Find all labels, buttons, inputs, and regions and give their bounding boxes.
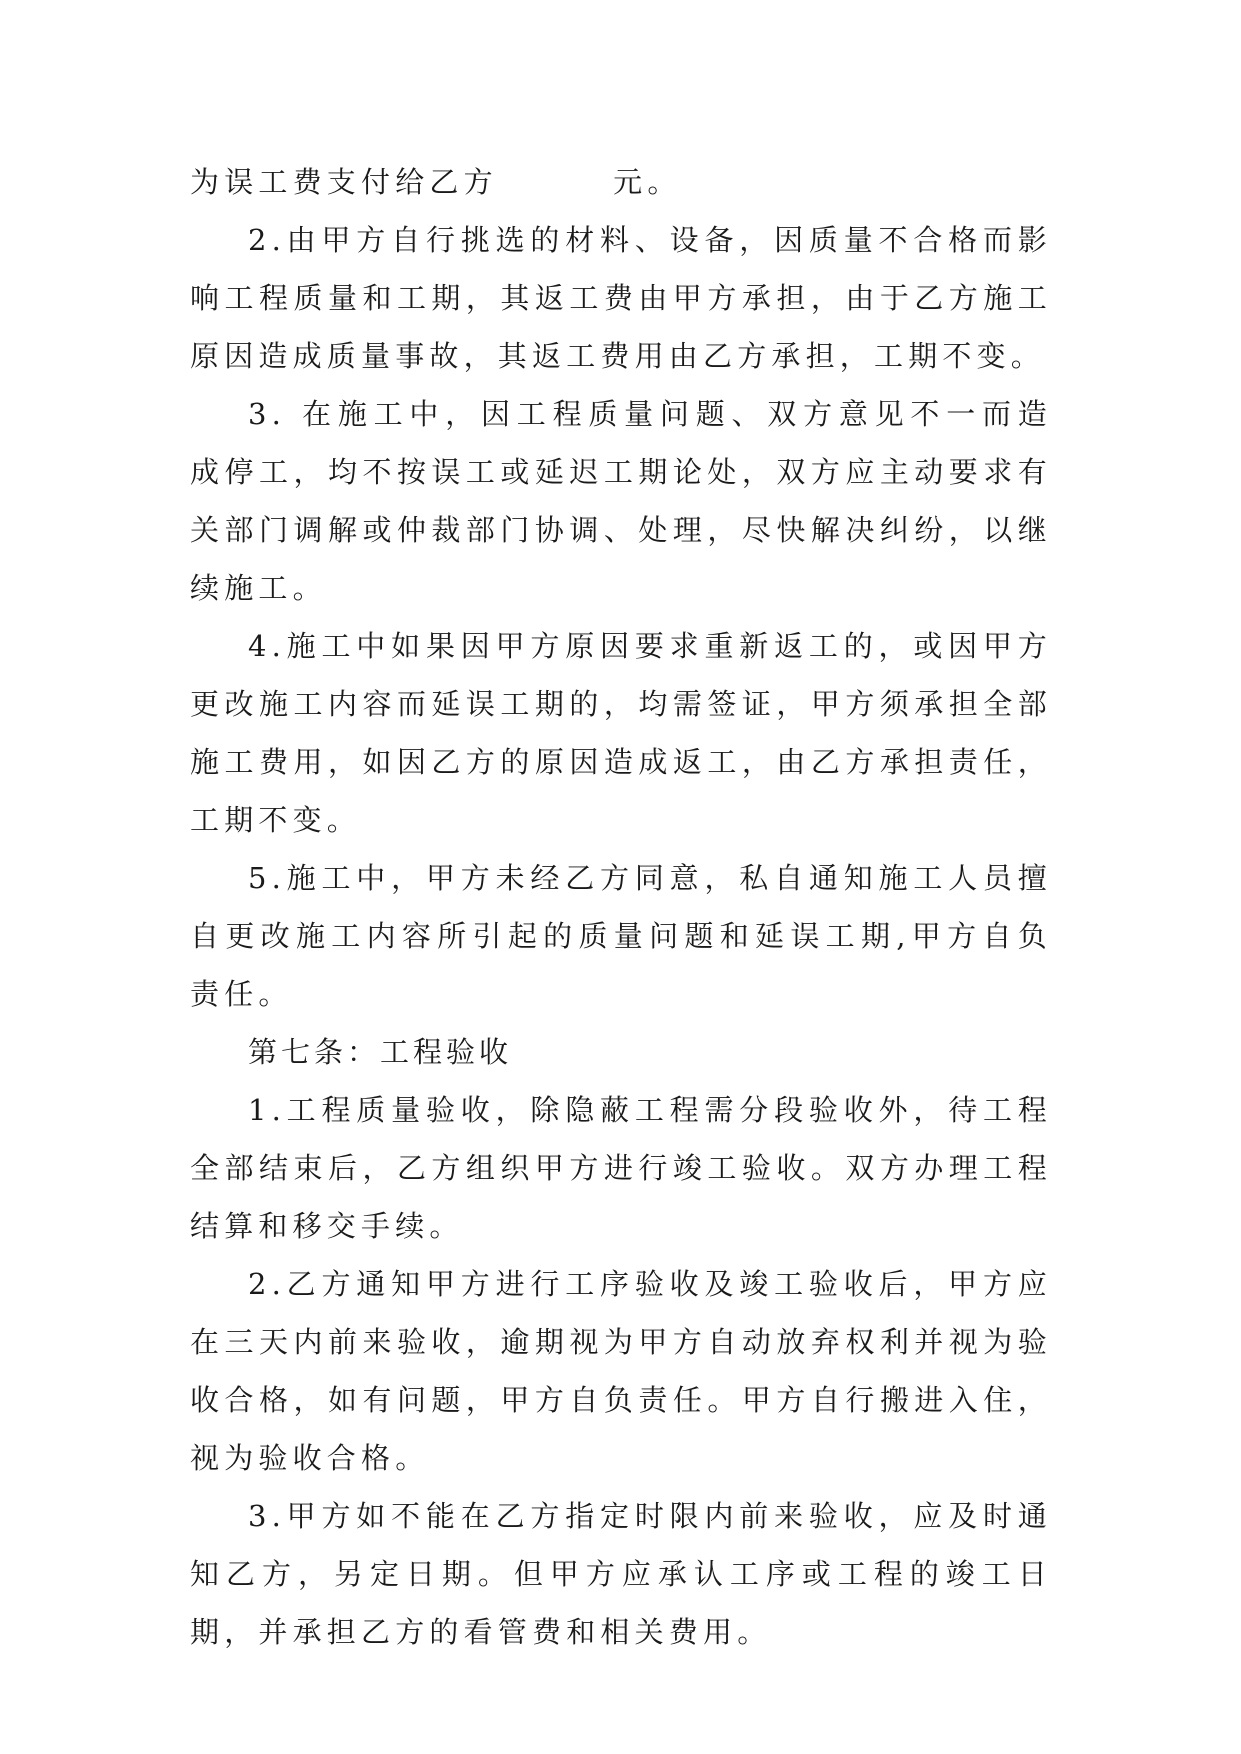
paragraph-acceptance-2: 2.乙方通知甲方进行工序验收及竣工验收后，甲方应在三天内前来验收，逾期视为甲方自动放弃权利并视为验收合格，如有问题，甲方自负责任。甲方自行搬进入住，视为验收合格。 [190,1267,1052,1475]
paragraph-clause-5: 5.施工中，甲方未经乙方同意，私自通知施工人员擅自更改施工内容所引起的质量问题和延误工期,甲方自负责任。 [190,861,1052,1011]
document-body [190,153,1052,1661]
paragraph-acceptance-1: 1.工程质量验收，除隐蔽工程需分段验收外，待工程全部结束后，乙方组织甲方进行竣工验收。双方办理工程结算和移交手续。 [190,1093,1052,1243]
section-heading: 第七条：工程验收 [248,1035,513,1069]
paragraph-clause-2: 2.由甲方自行挑选的材料、设备，因质量不合格而影响工程质量和工期，其返工费由甲方承担，由于乙方施工原因造成质量事故，其返工费用由乙方承担，工期不变。 [190,223,1052,373]
paragraph-continuation: 为误工费支付给乙方 元。 [190,165,682,199]
paragraph-acceptance-3: 3.甲方如不能在乙方指定时限内前来验收，应及时通知乙方，另定日期。但甲方应承认工序或工程的竣工日期，并承担乙方的看管费和相关费用。 [190,1499,1052,1649]
paragraph-clause-4: 4.施工中如果因甲方原因要求重新返工的，或因甲方更改施工内容而延误工期的，均需签证，甲方须承担全部施工费用，如因乙方的原因造成返工，由乙方承担责任，工期不变。 [190,629,1052,837]
paragraph-clause-3: 3. 在施工中，因工程质量问题、双方意见不一而造成停工，均不按误工或延迟工期论处，双方应主动要求有关部门调解或仲裁部门协调、处理，尽快解决纠纷，以继续施工。 [190,397,1052,605]
